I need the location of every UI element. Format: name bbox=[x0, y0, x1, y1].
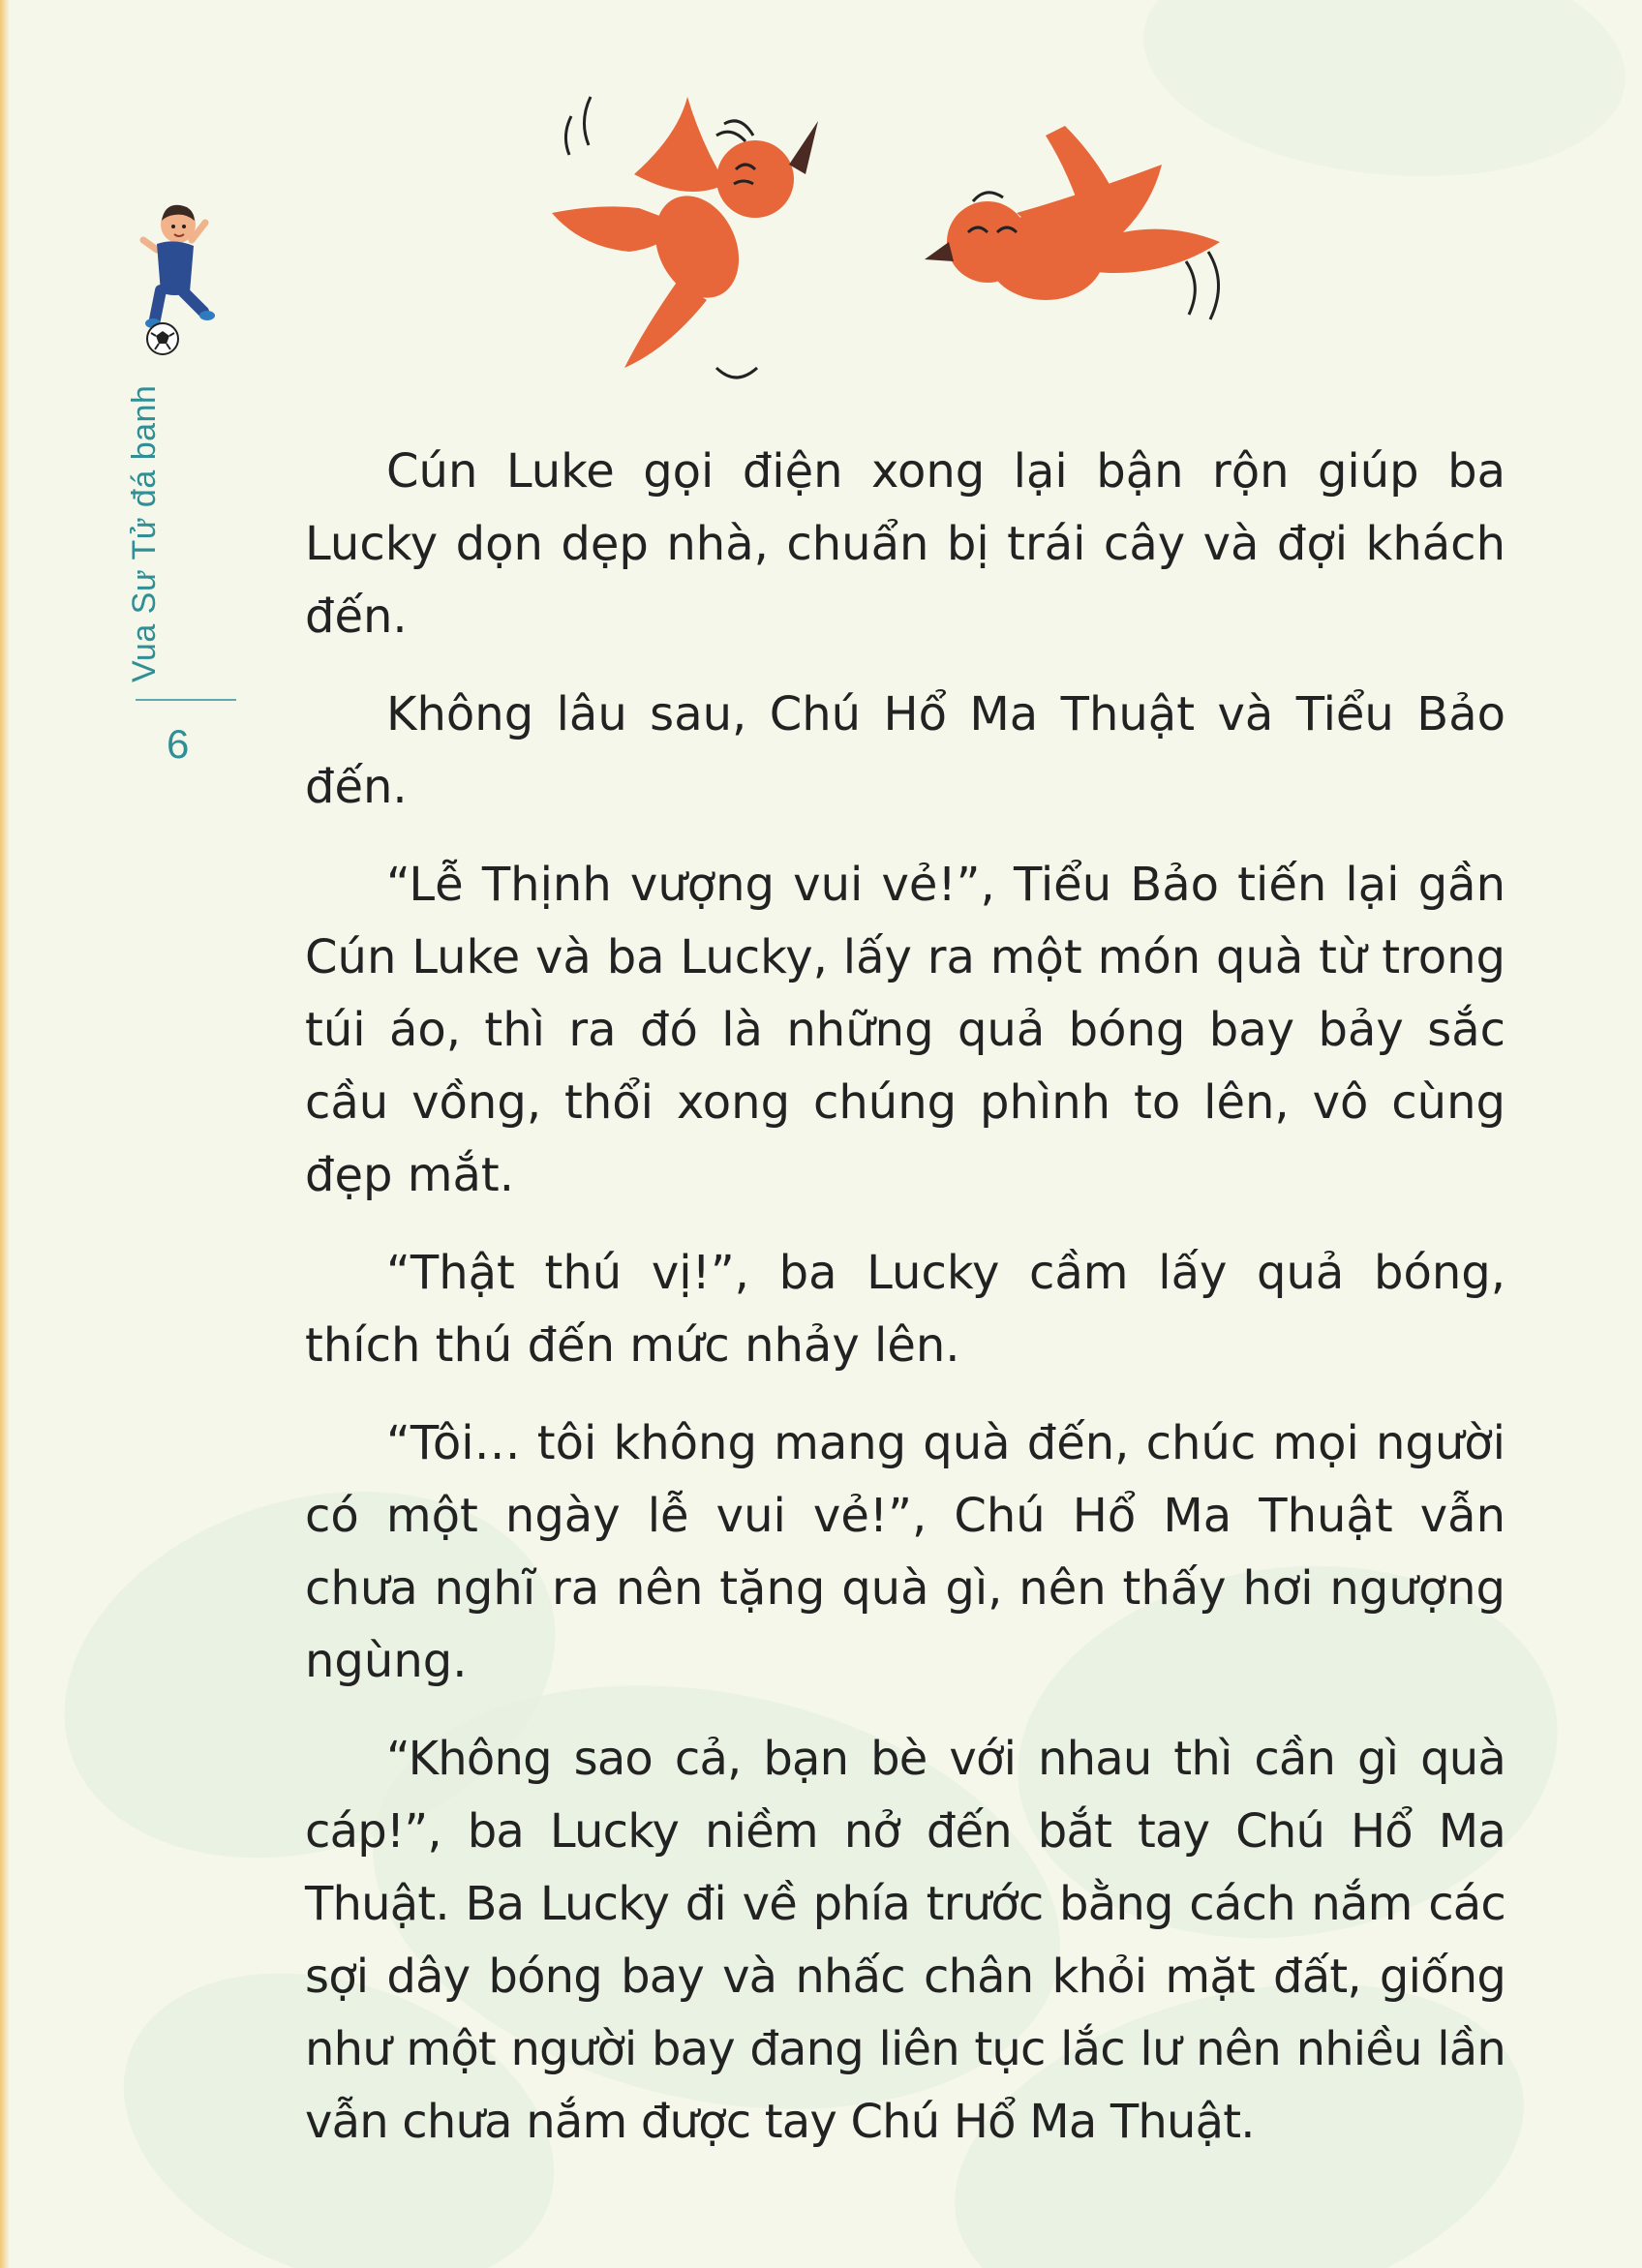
paragraph: “Không sao cả, bạn bè với nhau thì cần gì quà cáp!”, ba Lucky niềm nở đến bắt tay Chú Hổ Ma Thuật. Ba Lucky đi về phía trước bằng cách nắm các sợi dây bóng bay và nhấc chân khỏi mặt đất, giống như một người bay đang liên tục lắc lư nên nhiều lần vẫn chưa nắm được tay Chú Hổ Ma Thuật. bbox=[305, 1732, 1505, 2149]
paragraph: “Lễ Thịnh vượng vui vẻ!”, Tiểu Bảo tiến lại gần Cún Luke và ba Lucky, lấy ra một món quà từ trong túi áo, thì ra đó là những quả bóng bay bảy sắc cầu vồng, thổi xong chúng phình to lên, vô cùng đẹp mắt. bbox=[305, 858, 1505, 1202]
paragraph: Không lâu sau, Chú Hổ Ma Thuật và Tiểu Bảo đến. bbox=[305, 687, 1505, 814]
story-text bbox=[305, 436, 1505, 2184]
page-edge bbox=[0, 0, 10, 2268]
soccer-ball-icon bbox=[147, 323, 178, 354]
bird-left-icon bbox=[552, 97, 818, 378]
header-divider bbox=[136, 699, 236, 701]
player-leg bbox=[184, 292, 203, 312]
paragraph: Cún Luke gọi điện xong lại bận rộn giúp ba Lucky dọn dẹp nhà, chuẩn bị trái cây và đợi khách đến. bbox=[305, 444, 1505, 644]
paragraph: “Thật thú vị!”, ba Lucky cầm lấy quả bóng, thích thú đến mức nhảy lên. bbox=[305, 1246, 1505, 1373]
player-leg bbox=[155, 290, 161, 319]
page-number: 6 bbox=[167, 721, 190, 767]
soccer-player-illustration bbox=[136, 184, 271, 358]
bird-right-icon bbox=[925, 126, 1220, 319]
book-title: Vua Sư Tử đá banh bbox=[126, 384, 163, 682]
paragraph: “Tôi… tôi không mang quà đến, chúc mọi người có một ngày lễ vui vẻ!”, Chú Hổ Ma Thuật vẫn chưa nghĩ ra nên tặng quà gì, nên thấy hơi ngượng ngùng. bbox=[305, 1416, 1505, 1688]
birds-illustration bbox=[542, 77, 1239, 407]
